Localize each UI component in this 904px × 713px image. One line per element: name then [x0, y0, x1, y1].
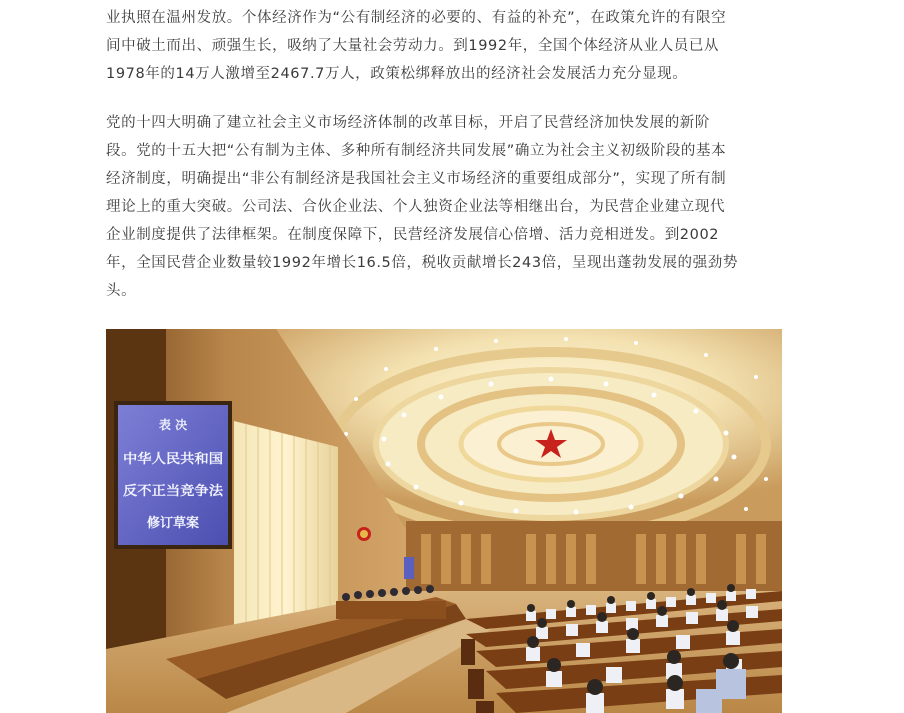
paragraph-line: 1978年的14万人激增至2467.7万人，政策松绑释放出的经济社会发展活力充分显现。: [106, 66, 688, 82]
paragraph-line: 段。党的十五大把“公有制为主体、多种所有制经济共同发展”确立为社会主义初级阶段的基本: [106, 143, 727, 159]
screen-line: 反不正当竞争法: [123, 484, 215, 499]
paragraph-line: 经济制度，明确提出“非公有制经济是我国社会主义市场经济的重要组成部分”，实现了所有制: [106, 171, 727, 187]
paragraph-line: 头。: [106, 283, 137, 299]
conference-hall-photo: [106, 329, 782, 713]
paragraph-line: 企业制度提供了法律框架。在制度保障下，民营经济发展信心倍增、活力竞相迸发。到2002: [106, 227, 720, 243]
paragraph-line: 党的十四大明确了建立社会主义市场经济体制的改革目标，开启了民营经济加快发展的新阶: [106, 115, 710, 131]
screen-line: 修订草案: [146, 516, 200, 531]
paragraph-market-economy-reform: [106, 109, 782, 305]
screen-line: 中华人民共和国: [123, 452, 215, 467]
paragraph-line: 理论上的重大突破。公司法、合伙企业法、个人独资企业法等相继出台，为民营企业建立现代: [106, 199, 726, 215]
paragraph-line: 间中破土而出、顽强生长，吸纳了大量社会劳动力。到1992年，全国个体经济从业人员已从: [106, 38, 720, 54]
paragraph-private-economy-rise: [106, 4, 782, 88]
screen-line: 表 决: [158, 418, 188, 432]
paragraph-line: 业执照在温州发放。个体经济作为“公有制经济的必要的、有益的补充”，在政策允许的有限空: [106, 10, 727, 26]
paragraph-line: 年，全国民营企业数量较1992年增长16.5倍，税收贡献增长243倍，呈现出蓬勃发展的强劲势: [106, 255, 738, 271]
